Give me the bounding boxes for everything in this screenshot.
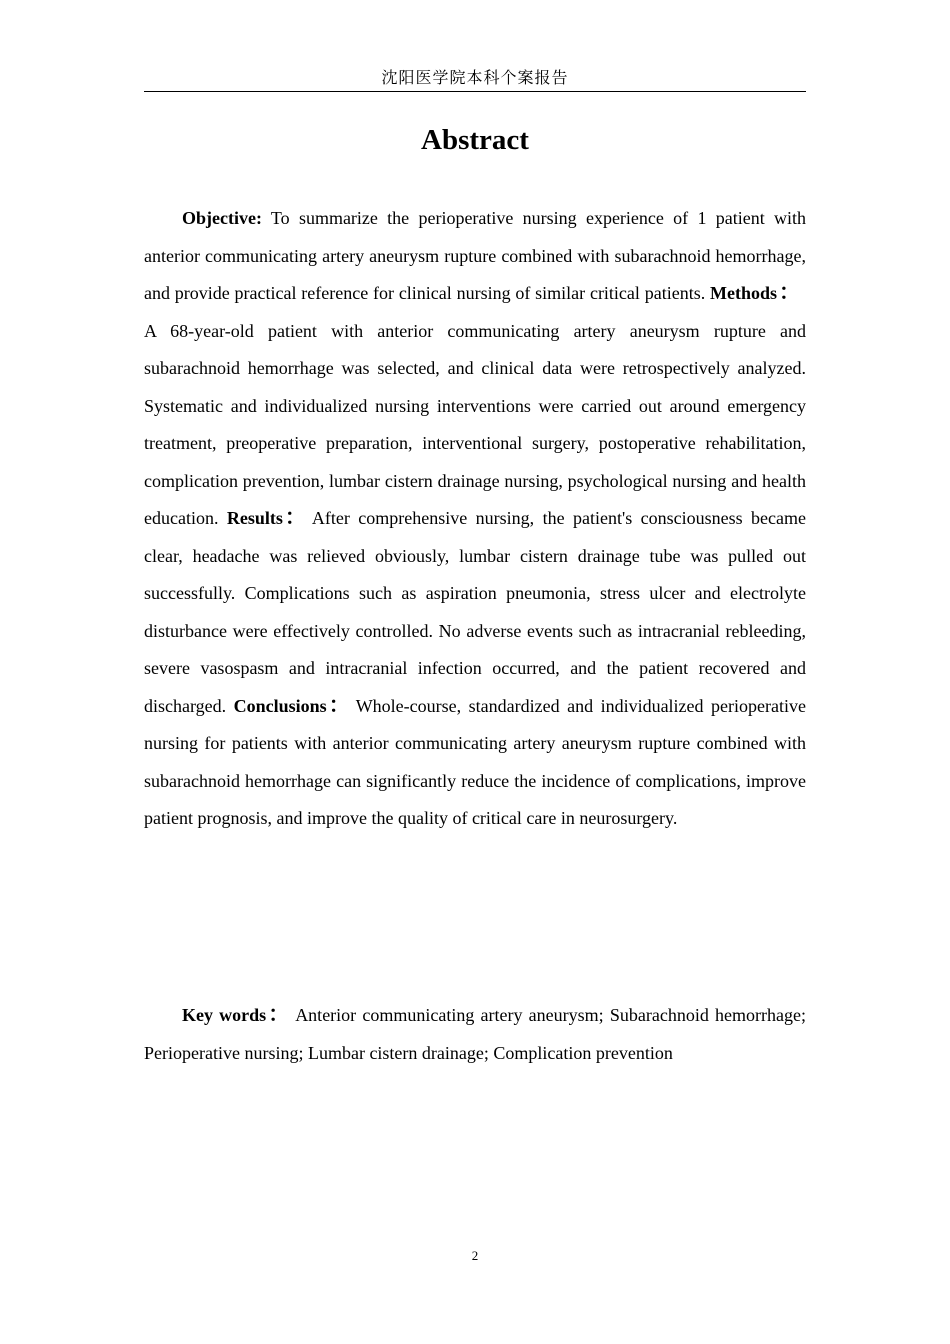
- results-label: Results: [226, 508, 283, 528]
- conclusions-label: Conclusions: [233, 695, 327, 716]
- methods-text: A 68-year-old patient with anterior communicating artery aneurysm rupture and subarachnoid hemorrhage was selected, and clinical data were retrospectively analyzed. Systematic and individualized nursing interventions were carried out around emergency treatment, preoperative preparation, interventional surgery, postoperative rehabilitation, complication prevention, lumbar cistern drainage nursing, psychological nursing and health education.: [144, 320, 806, 528]
- page-number: 2: [471, 1248, 479, 1263]
- objective-label: Objective:: [182, 208, 262, 228]
- keywords-colon: ：: [268, 1002, 290, 1026]
- abstract-title: Abstract: [421, 124, 529, 156]
- abstract-paragraph: [144, 200, 806, 838]
- header-rule: [144, 91, 806, 92]
- methods-colon: ：: [779, 280, 800, 304]
- conclusions-colon: ：: [328, 692, 350, 717]
- methods-label: Methods: [710, 283, 777, 303]
- keywords-text: Anterior communicating artery aneurysm; Subarachnoid hemorrhage; Perioperative nursing; Lumbar cistern drainage; Complication prevention: [144, 1005, 806, 1063]
- results-text: After comprehensive nursing, the patient's consciousness became clear, headache was relieved obviously, lumbar cistern drainage tube was pulled out successfully. Complications such as aspiration pneumonia, stress ulcer and electrolyte disturbance were effectively controlled. No adverse events such as intracranial rebleeding, severe vasospasm and intracranial infection occurred, and the patient recovered and discharged.: [144, 508, 806, 716]
- running-header: 沈阳医学院本科个案报告: [381, 68, 569, 87]
- keywords-label: Key words: [182, 1005, 267, 1025]
- keywords-paragraph: [144, 997, 806, 1072]
- conclusions-text: Whole-course, standardized and individualized perioperative nursing for patients with anterior communicating artery aneurysm rupture combined with subarachnoid hemorrhage can significantly reduce the incidence of complications, improve patient prognosis, and improve the quality of critical care in neurosurgery.: [144, 695, 806, 828]
- results-colon: ：: [284, 505, 306, 529]
- objective-text: To summarize the perioperative nursing experience of 1 patient with anterior communicating artery aneurysm rupture combined with subarachnoid hemorrhage, and provide practical reference for clinical nursing of similar critical patients.: [144, 208, 806, 303]
